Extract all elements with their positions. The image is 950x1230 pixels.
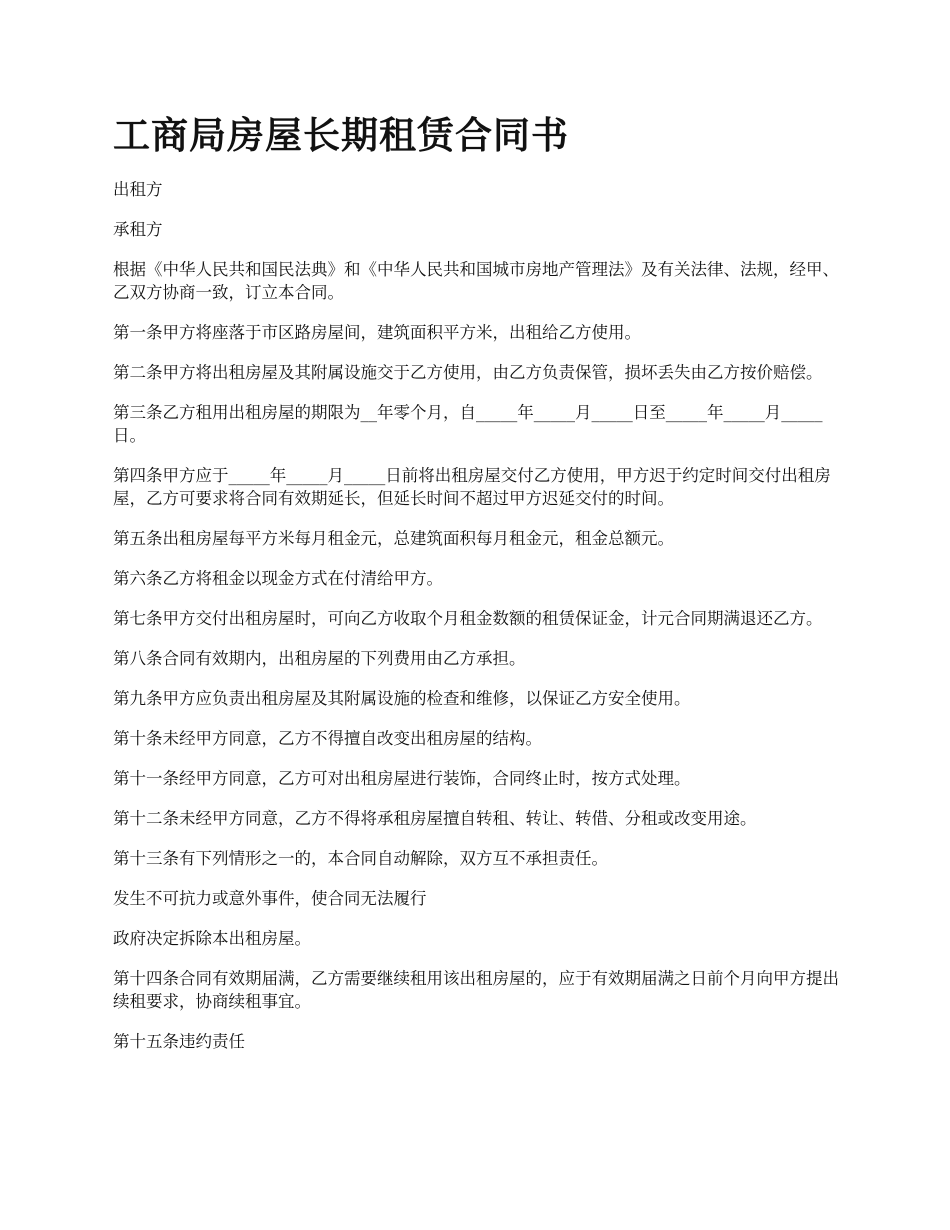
preamble-paragraph: 根据《中华人民共和国民法典》和《中华人民共和国城市房地产管理法》及有关法律、法规，经甲、乙双方协商一致，订立本合同。 [113, 260, 839, 302]
clause-7: 第七条甲方交付出租房屋时，可向乙方收取个月租金数额的租赁保证金，计元合同期满退还乙方。 [113, 609, 823, 628]
clause-1: 第一条甲方将座落于市区路房屋间，建筑面积平方米，出租给乙方使用。 [113, 323, 641, 342]
clause-6: 第六条乙方将租金以现金方式在付清给甲方。 [113, 569, 443, 588]
clause-12: 第十二条未经甲方同意，乙方不得将承租房屋擅自转租、转让、转借、分租或改变用途。 [113, 809, 757, 828]
document-title: 工商局房屋长期租赁合同书 [113, 114, 569, 157]
document-page [113, 112, 843, 1070]
clause-5: 第五条出租房屋每平方米每月租金元，总建筑面积每月租金元，租金总额元。 [113, 529, 674, 548]
clause-13-item-2: 政府决定拆除本出租房屋。 [113, 929, 311, 948]
lessee-line: 承租方 [113, 220, 163, 239]
clause-11: 第十一条经甲方同意，乙方可对出租房屋进行装饰，合同终止时，按方式处理。 [113, 769, 691, 788]
clause-3: 第三条乙方租用出租房屋的期限为__年零个月，自_____年_____月_____日至_____年_____月_____日。 [113, 403, 823, 445]
clause-10: 第十条未经甲方同意，乙方不得擅自改变出租房屋的结构。 [113, 729, 542, 748]
lessor-line: 出租方 [113, 180, 163, 199]
clause-13-item-1: 发生不可抗力或意外事件，使合同无法履行 [113, 889, 427, 908]
clause-2: 第二条甲方将出租房屋及其附属设施交于乙方使用，由乙方负责保管，损坏丢失由乙方按价赔偿。 [113, 363, 823, 382]
clause-4: 第四条甲方应于_____年_____月_____日前将出租房屋交付乙方使用，甲方迟于约定时间交付出租房屋，乙方可要求将合同有效期延长，但延长时间不超过甲方迟延交付的时间。 [113, 466, 831, 508]
clause-9: 第九条甲方应负责出租房屋及其附属设施的检查和维修，以保证乙方安全使用。 [113, 689, 691, 708]
clause-13: 第十三条有下列情形之一的，本合同自动解除，双方互不承担责任。 [113, 849, 608, 868]
clause-14: 第十四条合同有效期届满，乙方需要继续租用该出租房屋的，应于有效期届满之日前个月向甲方提出续租要求，协商续租事宜。 [113, 969, 839, 1011]
clause-8: 第八条合同有效期内，出租房屋的下列费用由乙方承担。 [113, 649, 526, 668]
clause-15: 第十五条违约责任 [113, 1032, 245, 1051]
